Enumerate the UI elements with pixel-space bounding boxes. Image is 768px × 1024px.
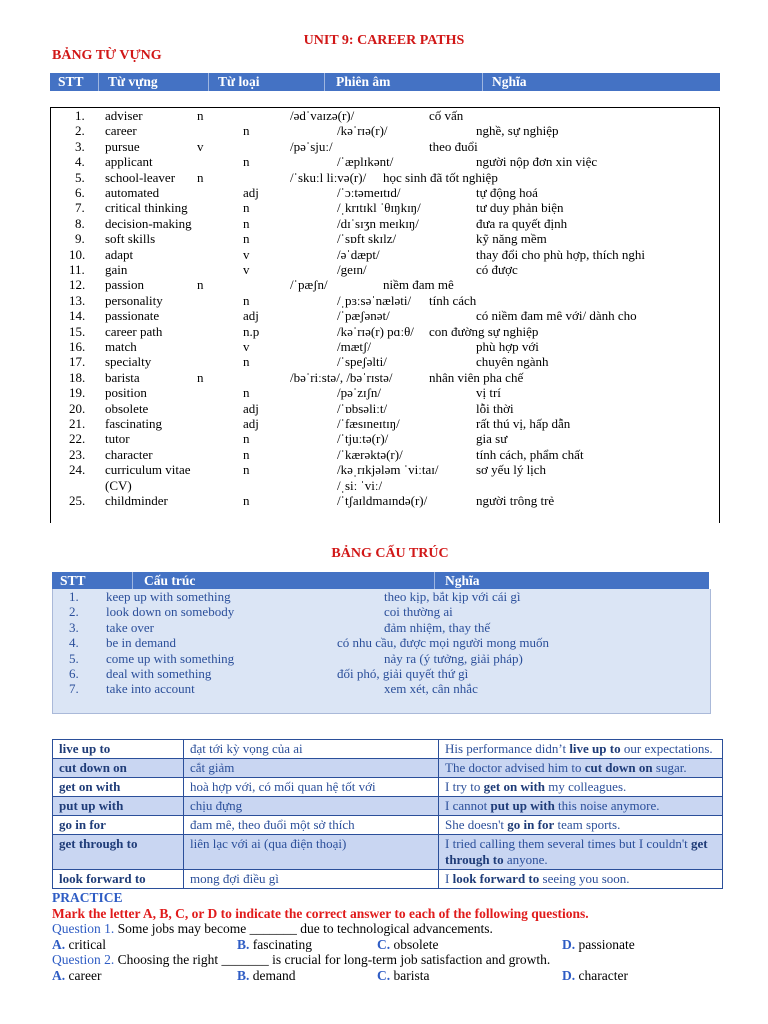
vocab-meaning: tính cách bbox=[429, 292, 477, 308]
phrasal-meaning: cắt giảm bbox=[184, 759, 439, 778]
vocab-number: 12. bbox=[69, 277, 86, 293]
question-text: Choosing the right _______ is crucial for long-term job satisfaction and growth. bbox=[114, 952, 551, 967]
phrasal-verb: look forward to bbox=[53, 870, 184, 889]
option-text: fascinating bbox=[249, 937, 312, 952]
example-highlight: look forward to bbox=[452, 871, 540, 886]
example-text: She doesn't bbox=[445, 817, 508, 832]
example-highlight: put up with bbox=[490, 798, 555, 813]
vocab-row bbox=[51, 385, 719, 401]
phrasal-verb: cut down on bbox=[53, 759, 184, 778]
vocab-number: 14. bbox=[69, 308, 86, 324]
question-label: Question 2. bbox=[52, 952, 115, 967]
vocab-word: career bbox=[105, 123, 137, 139]
vocab-meaning: người trông trẻ bbox=[476, 493, 555, 508]
vocab-word: soft skills bbox=[105, 231, 156, 247]
vocab-word: career path bbox=[105, 323, 163, 339]
structure-table bbox=[52, 589, 711, 714]
vocab-pos: adj bbox=[243, 308, 259, 324]
vocab-meaning: học sinh đã tốt nghiệp bbox=[383, 169, 498, 185]
vocab-number: 22. bbox=[69, 431, 86, 447]
structure-row bbox=[53, 681, 710, 697]
structure-phrase: look down on somebody bbox=[106, 604, 235, 620]
vocab-word: character bbox=[105, 446, 153, 462]
phrasal-example bbox=[439, 759, 723, 778]
vocab-meaning: kỹ năng mềm bbox=[476, 231, 547, 247]
page-title: UNIT 9: CAREER PATHS bbox=[303, 33, 465, 48]
vocab-row bbox=[51, 154, 719, 170]
vocab-word: decision-making bbox=[105, 215, 192, 231]
vocab-number: 13. bbox=[69, 292, 86, 308]
vocab-ipa: /ˈpæʃn/ bbox=[290, 277, 328, 293]
vocab-meaning: đưa ra quyết định bbox=[476, 215, 568, 231]
vocab-pos: n bbox=[243, 354, 250, 370]
vocab-word: childminder bbox=[105, 493, 168, 508]
phrasal-verb: get through to bbox=[53, 835, 184, 870]
option-letter: A. bbox=[52, 937, 66, 952]
vocab-pos: n bbox=[197, 108, 204, 123]
header-ipa: Phiên âm bbox=[336, 74, 391, 89]
example-text: sugar. bbox=[652, 760, 687, 775]
vocab-number: 18. bbox=[69, 369, 86, 385]
vocab-ipa: /bəˈriːstə/, /bəˈrɪstə/ bbox=[290, 369, 393, 385]
vocab-meaning: chuyên ngành bbox=[476, 354, 549, 370]
vocab-row bbox=[51, 216, 719, 232]
vocab-meaning: người nộp đơn xin việc bbox=[476, 154, 598, 170]
vocab-number: 6. bbox=[75, 185, 85, 200]
example-text: anyone. bbox=[503, 852, 548, 867]
structure-number: 5. bbox=[69, 650, 79, 666]
structure-meaning: nảy ra (ý tưởng, giải pháp) bbox=[384, 650, 523, 666]
option-letter: D. bbox=[562, 968, 576, 983]
example-text: my colleagues. bbox=[545, 779, 627, 794]
structure-phrase: take over bbox=[106, 619, 155, 635]
vocab-ipa: /ˈpæʃənət/ bbox=[337, 308, 390, 324]
vocab-ipa: /mætʃ/ bbox=[337, 339, 371, 354]
vocab-meaning: lỗi thời bbox=[476, 400, 514, 416]
vocab-number: 16. bbox=[69, 339, 86, 354]
vocab-row bbox=[51, 416, 719, 432]
phrasal-row bbox=[53, 797, 723, 816]
vocab-meaning: có niềm đam mê với/ dành cho bbox=[476, 308, 637, 324]
structure-number: 1. bbox=[69, 589, 79, 604]
vocab-pos: n bbox=[243, 493, 250, 508]
vocab-row bbox=[51, 431, 719, 447]
vocab-meaning: tính cách, phẩm chất bbox=[476, 446, 584, 462]
vocab-number: 15. bbox=[69, 323, 86, 339]
vocab-row bbox=[51, 231, 719, 247]
structure-row bbox=[53, 635, 710, 651]
example-text: our expectations. bbox=[620, 741, 713, 756]
phrasal-example bbox=[439, 740, 723, 759]
option-letter: C. bbox=[377, 937, 391, 952]
phrasal-example bbox=[439, 778, 723, 797]
vocab-pos: adj bbox=[243, 416, 259, 431]
vocab-word: personality bbox=[105, 292, 163, 308]
vocab-number: 9. bbox=[75, 231, 85, 247]
vocab-row bbox=[51, 262, 719, 278]
vocab-word: adviser bbox=[105, 108, 143, 123]
vocab-meaning: nghề, sự nghiệp bbox=[476, 123, 559, 139]
vocab-pos: v bbox=[243, 262, 250, 277]
vocab-ipa: /ˌkrɪtɪkl ˈθɪŋkɪŋ/ bbox=[337, 200, 421, 216]
vocab-ipa: /kəˈrɪə(r) pɑːθ/ bbox=[337, 323, 414, 339]
option-text: career bbox=[65, 968, 102, 983]
structure-meaning: đối phó, giải quyết thứ gì bbox=[337, 666, 469, 681]
vocab-meaning: có được bbox=[476, 262, 518, 277]
answer-option[interactable] bbox=[562, 968, 628, 984]
vocab-ipa: /ˈtjuːtə(r)/ bbox=[337, 431, 389, 447]
vocab-number: 17. bbox=[69, 354, 86, 370]
vocab-meaning: tự động hoá bbox=[476, 185, 538, 200]
option-letter: A. bbox=[52, 968, 66, 983]
structure-header bbox=[52, 572, 709, 589]
vocab-row bbox=[51, 123, 719, 139]
vocab-row bbox=[51, 370, 719, 386]
phrasal-row bbox=[53, 778, 723, 797]
phrasal-example bbox=[439, 870, 723, 889]
vocab-row bbox=[51, 493, 719, 509]
vocab-word: curriculum vitae bbox=[105, 462, 191, 478]
vocab-number: 10. bbox=[69, 246, 86, 262]
header-pos: Từ loại bbox=[218, 74, 260, 89]
answer-option[interactable] bbox=[52, 937, 106, 953]
structure-meaning: coi thường ai bbox=[384, 604, 453, 620]
vocab-number: 8. bbox=[75, 215, 85, 231]
vocab-word: applicant bbox=[105, 154, 153, 170]
example-text: His performance didn’t bbox=[445, 741, 570, 756]
vocab-row bbox=[51, 447, 719, 463]
option-letter: D. bbox=[562, 937, 576, 952]
vocab-number: 21. bbox=[69, 416, 86, 431]
option-letter: C. bbox=[377, 968, 391, 983]
answer-option[interactable] bbox=[562, 937, 635, 953]
vocab-ipa: /pəˈzɪʃn/ bbox=[337, 385, 382, 401]
vocab-row bbox=[51, 170, 719, 186]
question-label: Question 1. bbox=[52, 921, 115, 936]
vocab-row bbox=[51, 339, 719, 355]
example-text: The doctor advised him to bbox=[445, 760, 585, 775]
structure-meaning: theo kịp, bắt kịp với cái gì bbox=[384, 589, 521, 604]
vocab-number: 20. bbox=[69, 400, 86, 416]
phrasal-meaning: mong đợi điều gì bbox=[184, 870, 439, 889]
vocab-word: pursue bbox=[105, 138, 140, 154]
vocab-pos: n bbox=[243, 431, 250, 447]
structure-number: 3. bbox=[69, 619, 79, 635]
vocab-pos: v bbox=[197, 138, 204, 154]
vocab-pos: n bbox=[197, 277, 204, 293]
question-stem bbox=[52, 952, 550, 968]
vocab-pos: n bbox=[243, 215, 250, 231]
structure-meaning: đảm nhiệm, thay thế bbox=[384, 619, 491, 635]
vocab-pos: n bbox=[243, 123, 250, 139]
phrasal-example bbox=[439, 835, 723, 870]
vocab-row bbox=[51, 354, 719, 370]
structure-number: 7. bbox=[69, 681, 79, 697]
option-letter: B. bbox=[237, 937, 250, 952]
vocab-word: tutor bbox=[105, 431, 130, 447]
practice-heading: PRACTICE bbox=[52, 890, 123, 905]
vocab-word: obsolete bbox=[105, 400, 149, 416]
vocab-row bbox=[51, 247, 719, 263]
option-text: barista bbox=[390, 968, 430, 983]
structure-number: 2. bbox=[69, 604, 79, 620]
vocab-meaning: gia sư bbox=[476, 431, 508, 447]
vocab-meaning: niềm đam mê bbox=[383, 277, 454, 293]
structure-phrase: be in demand bbox=[106, 635, 177, 651]
phrasal-example bbox=[439, 816, 723, 835]
question-stem bbox=[52, 921, 493, 937]
vocab-row bbox=[51, 308, 719, 324]
structure-meaning: xem xét, cân nhắc bbox=[384, 681, 478, 697]
structure-row bbox=[53, 651, 710, 667]
vocab-ipa: /ˈɒbsəliːt/ bbox=[337, 400, 388, 416]
example-highlight: live up to bbox=[569, 741, 621, 756]
phrasal-meaning: hoà hợp với, có mối quan hệ tốt với bbox=[184, 778, 439, 797]
vocab-word: barista bbox=[105, 369, 140, 385]
header-word: Từ vựng bbox=[108, 74, 158, 89]
phrasal-meaning: liên lạc với ai (qua điện thoại) bbox=[184, 835, 439, 870]
vocab-number: 23. bbox=[69, 446, 86, 462]
vocab-pos: n bbox=[243, 292, 250, 308]
vocab-ipa: /ˈæplɪkənt/ bbox=[337, 154, 394, 170]
vocab-meaning: sơ yếu lý lịch bbox=[476, 462, 547, 478]
vocab-meaning: cố vấn bbox=[429, 108, 464, 123]
structure-row bbox=[53, 589, 710, 605]
phrasal-example bbox=[439, 797, 723, 816]
vocab-pos: n.p bbox=[243, 323, 260, 339]
vocab-meaning: tư duy phản biện bbox=[476, 200, 564, 216]
vocab-row bbox=[51, 324, 719, 340]
vocab-row bbox=[51, 293, 719, 309]
structure-phrase: take into account bbox=[106, 681, 195, 697]
structure-phrase: come up with something bbox=[106, 650, 235, 666]
answer-option[interactable] bbox=[377, 937, 439, 953]
example-text: team sports. bbox=[554, 817, 621, 832]
phrasal-verb: put up with bbox=[53, 797, 184, 816]
example-highlight: get on with bbox=[483, 779, 546, 794]
answer-option[interactable] bbox=[237, 937, 312, 953]
vocab-pos: n bbox=[243, 385, 250, 401]
vocab-table bbox=[50, 107, 720, 523]
vocab-pos: n bbox=[197, 369, 204, 385]
vocab-number: 3. bbox=[75, 138, 85, 154]
example-text: seeing you soon. bbox=[539, 871, 630, 886]
structure-row bbox=[53, 620, 710, 636]
answer-option[interactable] bbox=[237, 968, 296, 984]
vocab-number: 4. bbox=[75, 154, 85, 170]
vocab-word: school-leaver bbox=[105, 169, 176, 185]
option-text: obsolete bbox=[390, 937, 439, 952]
vocab-pos: adj bbox=[243, 400, 259, 416]
vocab-word: fascinating bbox=[105, 416, 163, 431]
vocab-row bbox=[51, 139, 719, 155]
phrasal-meaning: chịu đựng bbox=[184, 797, 439, 816]
vocab-ipa: /ˈɔːtəmeɪtɪd/ bbox=[337, 185, 401, 200]
phrasal-verb: get on with bbox=[53, 778, 184, 797]
option-text: passionate bbox=[575, 937, 635, 952]
example-text: I cannot bbox=[445, 798, 491, 813]
vocab-pos: n bbox=[243, 446, 250, 462]
vocab-header bbox=[50, 73, 720, 91]
vocab-word: specialty bbox=[105, 354, 152, 370]
example-highlight: cut down on bbox=[584, 760, 653, 775]
phrasal-verb-table bbox=[52, 739, 723, 889]
vocab-number: 24. bbox=[69, 462, 86, 478]
vocab-ipa: /ˌsiː ˈviː/ bbox=[337, 477, 383, 493]
answer-option[interactable] bbox=[377, 968, 430, 984]
vocab-meaning: vị trí bbox=[476, 385, 501, 401]
phrasal-row bbox=[53, 740, 723, 759]
vocab-row bbox=[51, 200, 719, 216]
header-stt: STT bbox=[58, 74, 84, 89]
vocab-ipa: /ˈsɒft skɪlz/ bbox=[337, 231, 397, 247]
vocab-ipa: /ˈspeʃəlti/ bbox=[337, 354, 387, 370]
header-meaning: Nghĩa bbox=[445, 573, 480, 588]
vocab-ipa: /ˈkærəktə(r)/ bbox=[337, 446, 403, 462]
example-text: I try to bbox=[445, 779, 484, 794]
vocab-number: 1. bbox=[75, 108, 85, 123]
vocab-pos: n bbox=[243, 231, 250, 247]
option-text: demand bbox=[249, 968, 296, 983]
phrasal-row bbox=[53, 816, 723, 835]
vocab-number: 25. bbox=[69, 493, 86, 508]
vocab-row bbox=[51, 108, 719, 124]
phrasal-meaning: đạt tới kỳ vọng của ai bbox=[184, 740, 439, 759]
vocab-meaning: phù hợp với bbox=[476, 339, 539, 354]
vocab-word: gain bbox=[105, 262, 128, 277]
vocab-ipa: /kəˈrɪə(r)/ bbox=[337, 123, 388, 139]
vocab-number: 5. bbox=[75, 169, 85, 185]
structure-number: 4. bbox=[69, 635, 79, 651]
vocab-word: match bbox=[105, 339, 137, 354]
vocab-pos: v bbox=[243, 246, 250, 262]
vocab-word: critical thinking bbox=[105, 200, 188, 216]
vocab-ipa: /ˈfæsɪneɪtɪŋ/ bbox=[337, 416, 400, 431]
phrasal-verb: live up to bbox=[53, 740, 184, 759]
vocab-pos: adj bbox=[243, 185, 259, 200]
vocab-ipa: /ˈtʃaɪldmaɪndə(r)/ bbox=[337, 493, 428, 508]
vocab-word: adapt bbox=[105, 246, 134, 262]
vocab-ipa: /ˈskuːl liːvə(r)/ bbox=[290, 169, 367, 185]
vocab-word: position bbox=[105, 385, 147, 401]
vocab-number: 7. bbox=[75, 200, 85, 216]
option-letter: B. bbox=[237, 968, 250, 983]
structure-row bbox=[53, 604, 710, 620]
vocab-ipa: /pəˈsjuː/ bbox=[290, 138, 333, 154]
vocab-ipa: /dɪˈsɪʒn meɪkɪŋ/ bbox=[337, 215, 419, 231]
structure-heading: BẢNG CẤU TRÚC bbox=[331, 546, 449, 561]
vocab-word: passion bbox=[105, 277, 144, 293]
vocab-row bbox=[51, 401, 719, 417]
vocab-word: passionate bbox=[105, 308, 160, 324]
vocab-row bbox=[51, 185, 719, 201]
vocab-meaning: con đường sự nghiệp bbox=[429, 323, 539, 339]
vocab-ipa: /ədˈvaɪzə(r)/ bbox=[290, 108, 355, 123]
vocab-row bbox=[51, 277, 719, 293]
vocab-ipa: /əˈdæpt/ bbox=[337, 246, 380, 262]
structure-number: 6. bbox=[69, 666, 79, 681]
phrasal-row bbox=[53, 870, 723, 889]
header-stt: STT bbox=[60, 573, 86, 588]
example-text: this noise anymore. bbox=[554, 798, 660, 813]
vocab-ipa: /ˌpɜːsəˈnæləti/ bbox=[337, 292, 412, 308]
vocab-number: 19. bbox=[69, 385, 86, 401]
answer-option[interactable] bbox=[52, 968, 101, 984]
vocab-pos: n bbox=[243, 200, 250, 216]
vocab-ipa: /kəˌrɪkjələm ˈviːtaɪ/ bbox=[337, 462, 439, 478]
phrasal-row bbox=[53, 759, 723, 778]
structure-phrase: deal with something bbox=[106, 666, 212, 681]
vocab-pos: n bbox=[243, 462, 250, 478]
phrasal-meaning: đam mê, theo đuổi một sở thích bbox=[184, 816, 439, 835]
vocab-number: 11. bbox=[69, 262, 85, 277]
vocab-row bbox=[51, 462, 719, 478]
vocab-word: (CV) bbox=[105, 477, 132, 493]
example-text: I bbox=[445, 871, 453, 886]
vocab-meaning: nhân viên pha chế bbox=[429, 369, 524, 385]
example-text: I tried calling them several times but I couldn't bbox=[445, 836, 692, 851]
vocab-word: automated bbox=[105, 185, 160, 200]
structure-row bbox=[53, 666, 710, 682]
phrasal-verb: go in for bbox=[53, 816, 184, 835]
vocab-pos: n bbox=[243, 154, 250, 170]
phrasal-row bbox=[53, 835, 723, 870]
vocab-meaning: thay đổi cho phù hợp, thích nghi bbox=[476, 246, 645, 262]
vocab-number: 2. bbox=[75, 123, 85, 139]
example-highlight: go in for bbox=[507, 817, 555, 832]
header-structure: Cấu trúc bbox=[144, 573, 196, 588]
vocab-pos: n bbox=[197, 169, 204, 185]
instruction-text: Mark the letter A, B, C, or D to indicate the correct answer to each of the following questions. bbox=[52, 906, 589, 921]
option-text: critical bbox=[65, 937, 106, 952]
option-text: character bbox=[575, 968, 628, 983]
vocab-meaning: theo đuổi bbox=[429, 138, 478, 154]
vocab-row bbox=[51, 478, 719, 494]
header-meaning: Nghĩa bbox=[492, 74, 527, 89]
vocab-heading: BẢNG TỪ VỰNG bbox=[52, 48, 162, 63]
example-highlight: get through to bbox=[445, 836, 708, 867]
structure-phrase: keep up with something bbox=[106, 589, 231, 604]
structure-meaning: có nhu cầu, được mọi người mong muốn bbox=[337, 635, 549, 651]
vocab-pos: v bbox=[243, 339, 250, 354]
vocab-ipa: /geɪn/ bbox=[337, 262, 367, 277]
question-text: Some jobs may become _______ due to technological advancements. bbox=[114, 921, 493, 936]
vocab-meaning: rất thú vị, hấp dẫn bbox=[476, 416, 571, 431]
